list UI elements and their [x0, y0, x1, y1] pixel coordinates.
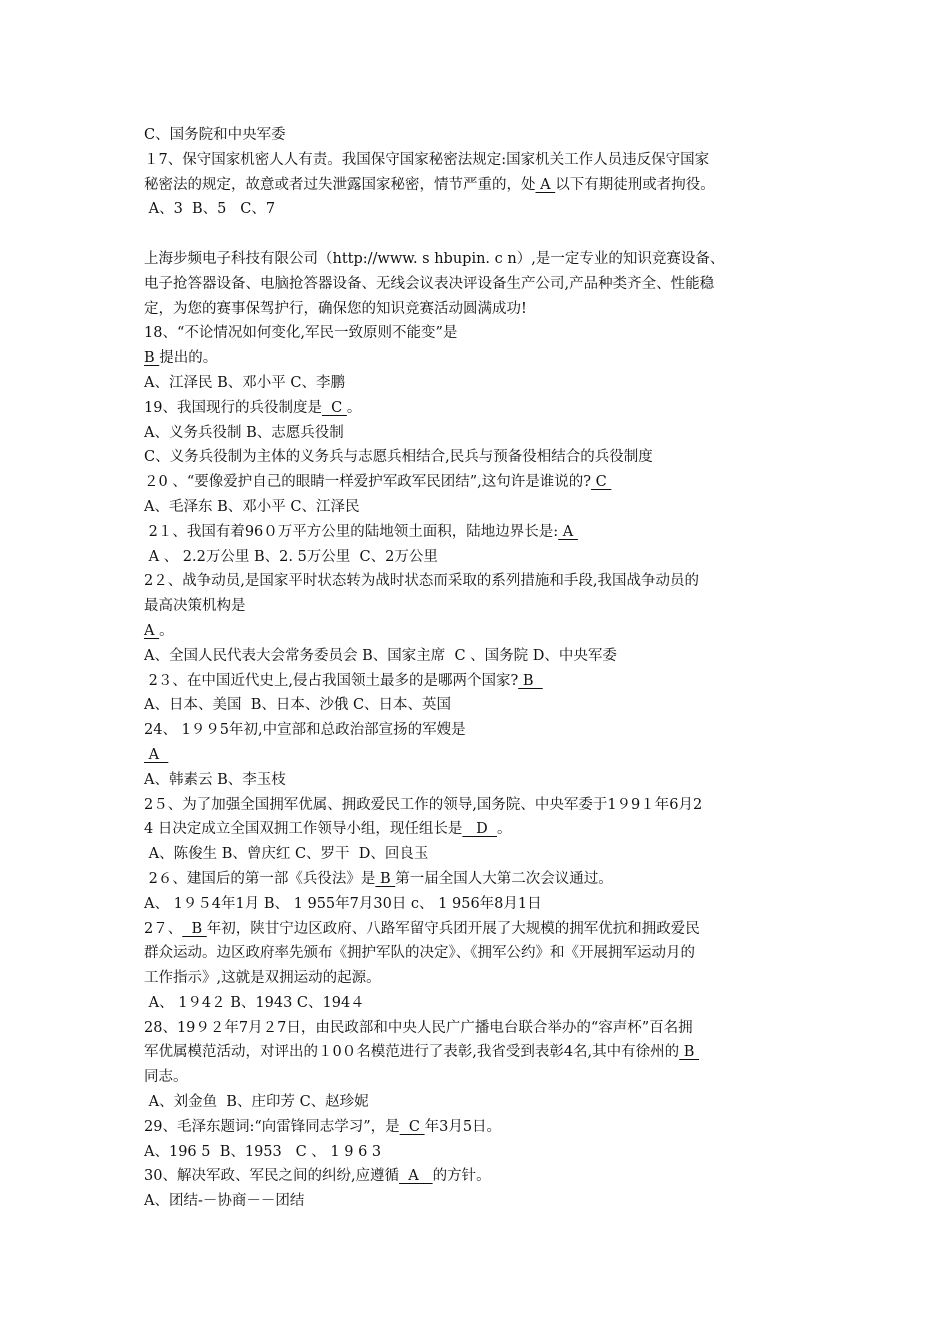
- answer-blank: B: [518, 672, 543, 689]
- text-run: 。: [159, 622, 174, 639]
- text-run: 24、 1９９5年初,中宣部和总政治部宣扬的军嫂是: [144, 722, 466, 739]
- text-line: [144, 941, 816, 966]
- text-line: [144, 197, 816, 222]
- text-line: [144, 1016, 816, 1041]
- text-run: 2１、我国有着96０万平方公里的陆地领土面积，陆地边界长是:: [144, 523, 559, 540]
- answer-blank: A: [144, 622, 160, 639]
- text-line: [144, 743, 816, 768]
- answer-blank: C: [591, 474, 612, 491]
- text-run: 4 日决定成立全国双拥工作领导小组，现任组长是: [144, 821, 463, 838]
- blank-line: [144, 222, 816, 247]
- text-run: A、毛泽东 B、邓小平 C、江泽民: [144, 498, 360, 515]
- text-line: [144, 1040, 816, 1065]
- text-line: [144, 1065, 816, 1090]
- answer-blank: C: [321, 399, 347, 416]
- text-run: １7、保守国家机密人人有责。我国保守国家秘密法规定:国家机关工作人员违反保守国家: [144, 151, 710, 168]
- text-line: [144, 545, 816, 570]
- text-line: [144, 619, 816, 644]
- text-line: [144, 1164, 816, 1189]
- answer-blank: B: [144, 350, 160, 367]
- answer-blank: D: [462, 821, 498, 838]
- text-line: [144, 768, 816, 793]
- text-run: A、江泽民 B、邓小平 C、李鹏: [144, 374, 345, 391]
- text-line: [144, 346, 816, 371]
- text-run: 2７、: [144, 920, 183, 937]
- text-run: 。: [346, 399, 362, 416]
- text-run: 2５、为了加强全国拥军优属、拥政爱民工作的领导,国务院、中央军委于1９9１年6月2: [144, 796, 703, 813]
- text-line: [144, 569, 816, 594]
- text-run: C、国务院和中央军委: [144, 127, 286, 143]
- text-run: 最高决策机构是: [144, 598, 246, 615]
- text-run: A、团结-－协商－－团结: [144, 1193, 305, 1210]
- text-run: A、 1９５4年1月 B、 1 955年7月30日 c、 1 956年8月1日: [144, 895, 542, 912]
- text-run: A 、 2.2万公里 B、2. 5万公里 C、2万公里: [144, 548, 438, 565]
- text-line: [144, 148, 816, 173]
- text-run: A、 1９4２ B、1943 C、194４: [144, 994, 365, 1011]
- text-run: 2３、在中国近代史上,侵占我国领土最多的是哪两个国家?: [144, 672, 519, 689]
- text-line: [144, 669, 816, 694]
- text-line: [144, 495, 816, 520]
- text-run: 第一届全国人大第二次会议通过。: [395, 870, 613, 887]
- text-line: [144, 817, 816, 842]
- text-run: 的方针。: [432, 1168, 491, 1185]
- text-run: 年3月5日。: [424, 1118, 502, 1135]
- text-line: [144, 966, 816, 991]
- text-line: [144, 1140, 816, 1165]
- text-run: 2２、战争动员,是国家平时状态转为战时状态而采取的系列措施和手段,我国战争动员的: [144, 573, 699, 590]
- text-run: 秘密法的规定，故意或者过失泄露国家秘密，情节严重的，处: [144, 176, 536, 193]
- text-run: 。: [497, 821, 512, 838]
- text-line: [144, 867, 816, 892]
- text-run: C、义务兵役制为主体的义务兵与志愿兵相结合,民兵与预备役相结合的兵役制度: [144, 449, 653, 466]
- text-run: A、陈俊生 B、曾庆红 C、罗干 D、回良玉: [144, 846, 429, 863]
- text-line: [144, 1189, 816, 1214]
- text-line: [144, 644, 816, 669]
- text-run: 2６、建国后的第一部《兵役法》是: [144, 870, 376, 887]
- text-run: 定，为您的赛事保驾护行，确保您的知识竞赛活动圆满成功!: [144, 300, 527, 317]
- text-line: [144, 842, 816, 867]
- text-line: [144, 173, 816, 198]
- text-run: A、196 5 B、1953 C 、 1 9 6 3: [144, 1143, 382, 1160]
- answer-blank: A: [558, 523, 578, 540]
- text-run: ２0 、“要像爱护自己的眼睛一样爱护军政军民团结”,这句许是谁说的?: [144, 474, 592, 491]
- text-run: 工作指示》,这就是双拥运动的起源。: [144, 970, 381, 987]
- text-line: [144, 693, 816, 718]
- document-page: [144, 123, 816, 1214]
- text-line: [144, 297, 816, 322]
- text-run: A、全国人民代表大会常务委员会 B、国家主席 C 、国务院 D、中央军委: [144, 647, 617, 664]
- text-line: [144, 991, 816, 1016]
- text-run: 30、解决军政、军民之间的纠纷,应遵循: [144, 1168, 400, 1185]
- text-run: 29、毛泽东题词:“向雷锋同志学习”，是: [144, 1118, 400, 1135]
- text-line: [144, 421, 816, 446]
- answer-blank: B: [375, 870, 396, 887]
- text-run: 电子抢答器设备、电脑抢答器设备、无线会议表决评设备生产公司,产品种类齐全、性能稳: [144, 275, 715, 292]
- text-run: 上海步频电子科技有限公司（http://www. s hbupin. c n）,是一定专业的知识竞赛设备、: [144, 250, 725, 267]
- text-line: [144, 892, 816, 917]
- text-run: A、义务兵役制 B、志愿兵役制: [144, 424, 344, 441]
- text-line: [144, 1115, 816, 1140]
- text-run: 年初，陕甘宁边区政府、八路军留守兵团开展了大规模的拥军优抗和拥政爱民: [206, 920, 700, 937]
- text-run: A、韩素云 B、李玉枝: [144, 771, 286, 788]
- text-line: [144, 718, 816, 743]
- text-line: [144, 396, 816, 421]
- text-run: 18、“不论情况如何变化,军民一致原则不能变”是: [144, 325, 458, 342]
- text-line: [144, 272, 816, 297]
- text-run: A、日本、美国 B、日本、沙俄 C、日本、英国: [144, 697, 452, 714]
- text-line: [144, 793, 816, 818]
- text-line: [144, 1090, 816, 1115]
- text-run: 提出的。: [159, 350, 218, 367]
- text-run: 同志。: [144, 1069, 188, 1086]
- text-line: [144, 371, 816, 396]
- answer-blank: A: [399, 1168, 433, 1185]
- text-run: 19、我国现行的兵役制度是: [144, 399, 322, 416]
- text-line: [144, 917, 816, 942]
- text-line: [144, 594, 816, 619]
- answer-blank: A: [535, 176, 556, 193]
- text-line: [144, 247, 816, 272]
- text-run: 群众运动。边区政府率先颁布《拥护军队的决定》、《拥军公约》和《开展拥军运动月的: [144, 945, 695, 962]
- text-run: A、3 B、5 C、7: [144, 201, 276, 218]
- answer-blank: A: [144, 746, 169, 763]
- text-run: A、刘金鱼 B、庄印芳 C、赵珍妮: [144, 1094, 369, 1111]
- text-line: [144, 520, 816, 545]
- text-line: [144, 470, 816, 495]
- text-run: 军优属模范活动，对评出的１0０名模范进行了表彰,我省受到表彰4名,其中有徐州的: [144, 1044, 680, 1061]
- text-run: 以下有期徒刑或者拘役。: [555, 176, 715, 193]
- text-line: [144, 445, 816, 470]
- answer-blank: B: [182, 920, 207, 937]
- answer-blank: C: [399, 1118, 425, 1135]
- text-line: [144, 321, 816, 346]
- text-run: 28、19９２年7月２7日，由民政部和中央人民广广播电台联合举办的“容声杯”百名拥: [144, 1019, 693, 1036]
- answer-blank: B: [679, 1044, 700, 1061]
- text-line: [144, 123, 816, 148]
